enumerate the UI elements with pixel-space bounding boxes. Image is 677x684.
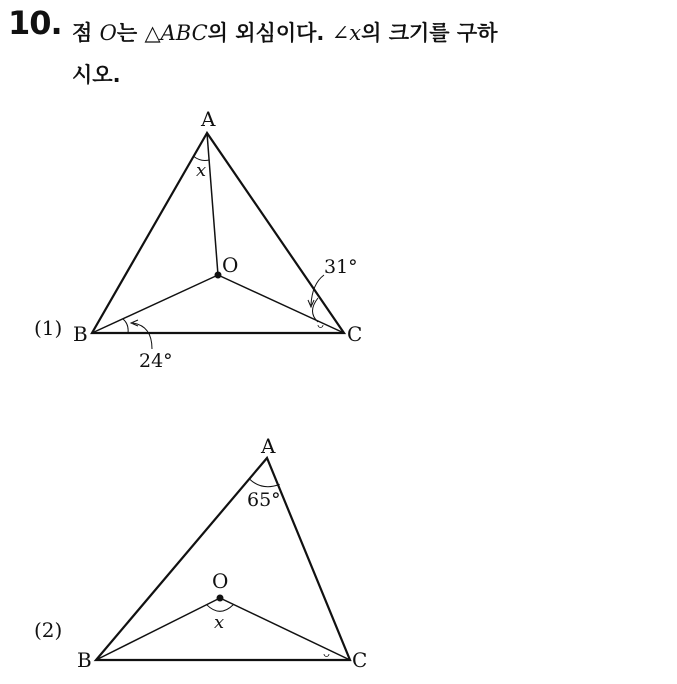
angle-65-label: 65°: [247, 489, 281, 511]
part-label-1: (1): [34, 316, 63, 340]
angle-x-1: x: [196, 160, 207, 181]
vertex-b-1: B: [73, 322, 88, 346]
segment-oa-1: [207, 133, 218, 275]
center-o-1: O: [222, 253, 239, 277]
center-o-2: O: [212, 569, 229, 593]
text-line1-end: 의 크기를 구하: [361, 21, 498, 45]
angle-31-label: 31°: [324, 256, 358, 278]
angle-arc-o-2: [207, 605, 234, 612]
angle-24-label: 24°: [139, 350, 173, 372]
triangle-name: ABC: [160, 21, 208, 45]
text-line2: 시오.: [72, 63, 121, 87]
vertex-a-1: A: [201, 107, 216, 131]
pointer-arrow-b-1: [133, 323, 152, 349]
figure-2: [34, 434, 367, 672]
angle-arc-b-1: [123, 319, 128, 333]
text-mid1: 는: [116, 21, 145, 45]
segment-ob-2: [96, 598, 220, 660]
segment-ob-1: [92, 275, 218, 333]
vertex-b-2: B: [77, 648, 92, 672]
figure-1: [34, 107, 362, 372]
small-mark-c-1: [318, 325, 323, 328]
problem-number: 10.: [8, 4, 62, 42]
triangle-abc-1: [92, 133, 344, 333]
segment-oc-2: [220, 598, 350, 660]
angle-var: x: [349, 21, 362, 45]
angle-x-2: x: [214, 612, 225, 633]
text-mid2: 의 외심이다.: [207, 21, 332, 45]
vertex-a-2: A: [261, 434, 276, 458]
vertex-c-1: C: [347, 322, 363, 346]
part-label-2: (2): [34, 618, 63, 642]
center-point-2: [217, 595, 224, 602]
text-pre: 점: [72, 21, 100, 45]
angle-symbol: ∠: [331, 21, 350, 45]
vertex-c-2: C: [352, 648, 368, 672]
point-o: O: [99, 21, 117, 45]
triangle-symbol: △: [144, 21, 161, 45]
small-mark-c-2: [324, 654, 329, 657]
center-point-1: [215, 272, 222, 279]
